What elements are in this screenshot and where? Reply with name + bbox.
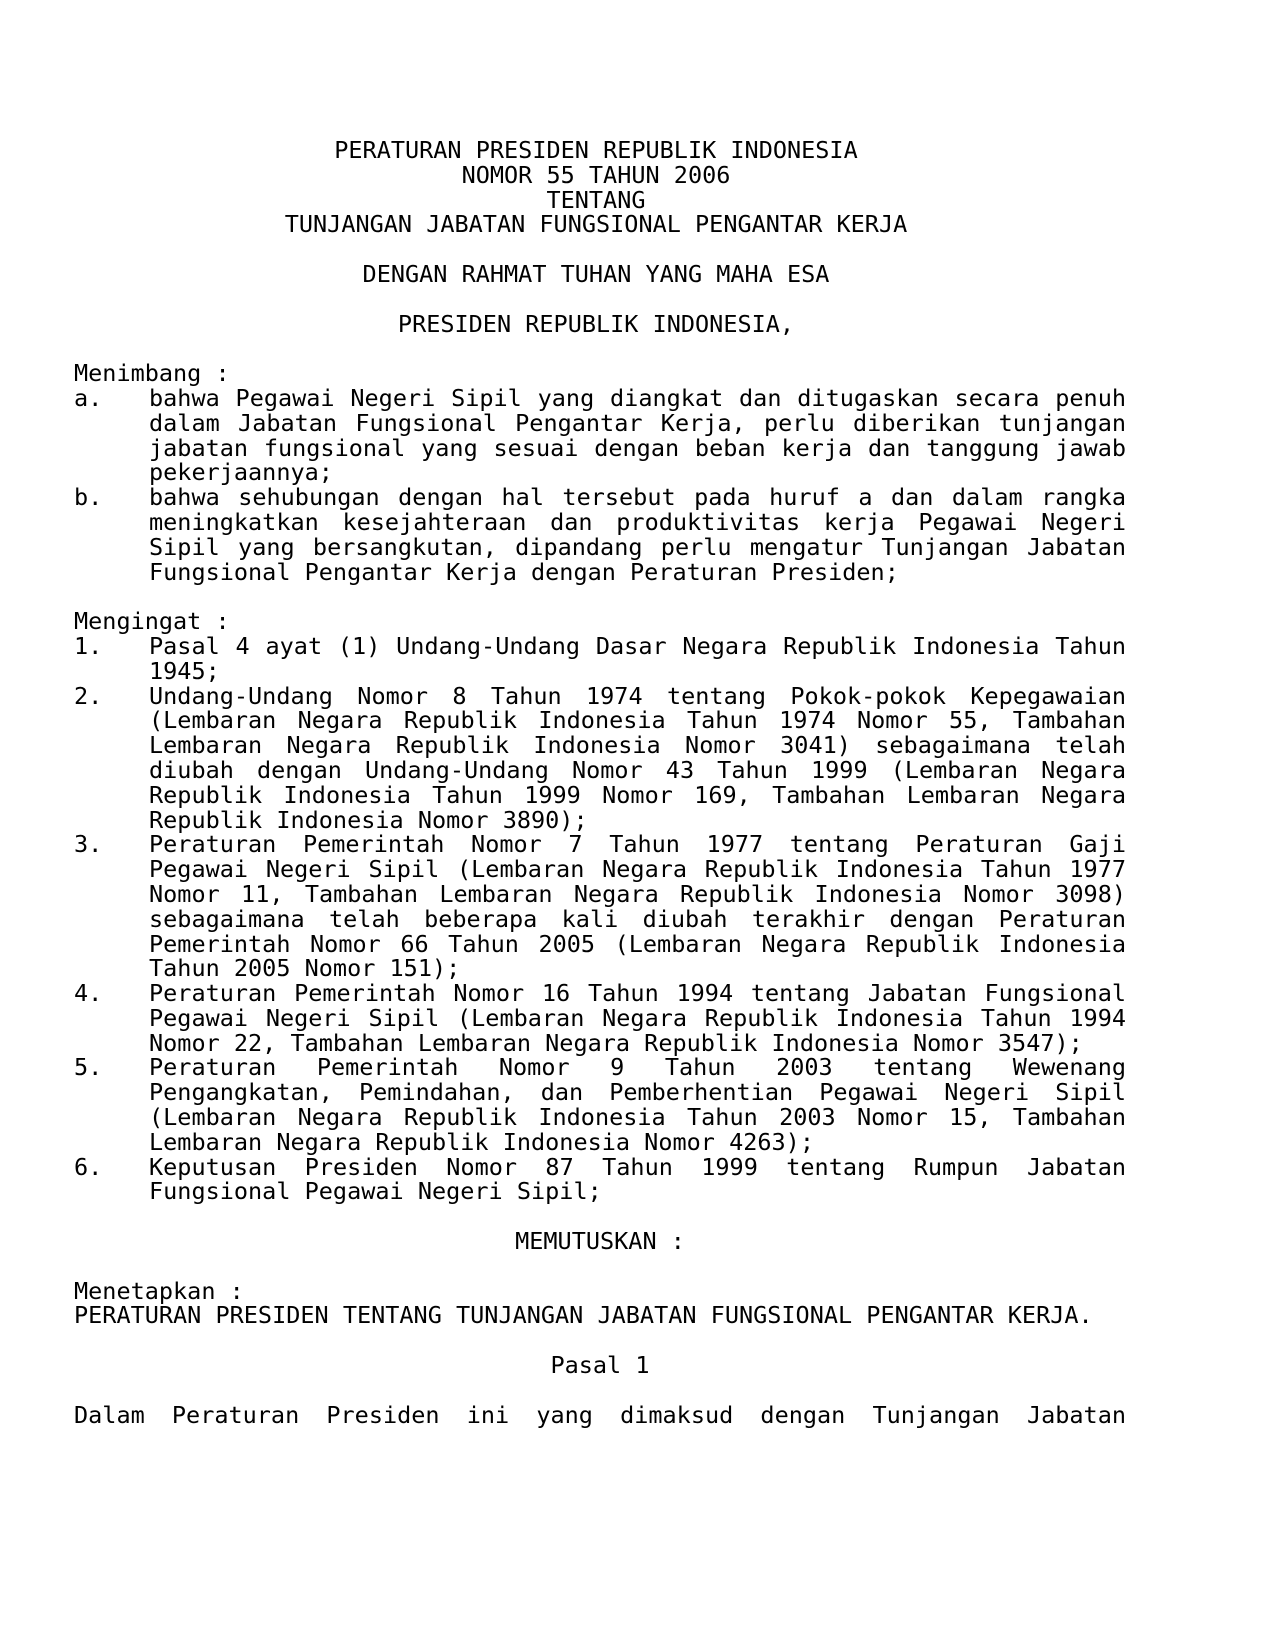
regulation-number: NOMOR 55 TAHUN 2006 — [461, 160, 731, 189]
item-marker: b. — [74, 483, 103, 512]
document-page — [74, 138, 1126, 1427]
regulation-subject: TUNJANGAN JABATAN FUNGSIONAL PENGANTAR KERJA — [284, 210, 908, 239]
memutuskan-heading: MEMUTUSKAN : — [515, 1227, 685, 1256]
menimbang-item — [74, 383, 1126, 487]
item-marker: a. — [74, 383, 103, 412]
spacer — [74, 1378, 1126, 1403]
pasal-1-heading: Pasal 1 — [550, 1351, 650, 1380]
preamble-president: PRESIDEN REPUBLIK INDONESIA, — [397, 309, 795, 338]
item-marker: 1. — [74, 631, 103, 660]
spacer — [66, 237, 1126, 262]
item-marker: 3. — [74, 830, 103, 859]
spacer — [74, 1328, 1126, 1353]
item-text: bahwa sehubungan dengan hal tersebut pada huruf a dan dalam rangka meningkatkan kesejahteraan dan produktivitas kerja Pegawai Negeri Sipil yang bersangkutan, dipandang perlu mengatur Tunjangan Jabatan Fungsional Pengantar Kerja dengan Peraturan Presiden; — [149, 483, 1126, 586]
regulation-title: PERATURAN PRESIDEN REPUBLIK INDONESIA — [334, 136, 858, 164]
mengingat-item — [74, 832, 1126, 981]
spacer — [74, 1254, 1126, 1279]
item-text: bahwa Pegawai Negeri Sipil yang diangkat dan ditugaskan secara penuh dalam Jabatan Fungsional Pengantar Kerja, perlu diberikan tunjangan jabatan fungsional yang sesuai dengan beban kerja dan tanggung jawab pekerjaannya; — [149, 383, 1126, 487]
item-text: Peraturan Pemerintah Nomor 16 Tahun 1994 tentang Jabatan Fungsional Pegawai Negeri Sipil (Lembaran Negara Republik Indonesia Tahun 1994 Nomor 22, Tambahan Lembaran Negara Republik Indonesia Nomor 3547); — [149, 979, 1126, 1057]
spacer — [66, 287, 1126, 312]
menetapkan-label: Menetapkan : — [74, 1276, 244, 1305]
document-header — [66, 138, 1126, 336]
menimbang-section — [74, 361, 1126, 584]
item-text: Pasal 4 ayat (1) Undang-Undang Dasar Negara Republik Indonesia Tahun 1945; — [149, 631, 1126, 685]
mengingat-label: Mengingat : — [74, 607, 230, 636]
mengingat-item — [74, 681, 1126, 834]
mengingat-item — [74, 1152, 1126, 1206]
menimbang-label: Menimbang : — [74, 359, 230, 388]
menetapkan-text: PERATURAN PRESIDEN TENTANG TUNJANGAN JABATAN FUNGSIONAL PENGANTAR KERJA. — [74, 1301, 1093, 1330]
menetapkan-section — [74, 1276, 1126, 1330]
mengingat-item — [74, 981, 1126, 1055]
preamble-rahmat: DENGAN RAHMAT TUHAN YANG MAHA ESA — [362, 259, 830, 288]
item-marker: 5. — [74, 1053, 103, 1082]
item-marker: 4. — [74, 979, 103, 1008]
item-text: Keputusan Presiden Nomor 87 Tahun 1999 tentang Rumpun Jabatan Fungsional Pegawai Negeri Sipil; — [149, 1152, 1126, 1206]
mengingat-section — [74, 609, 1126, 1204]
spacer — [74, 584, 1126, 609]
spacer — [74, 336, 1126, 361]
menimbang-item — [74, 485, 1126, 584]
item-marker: 2. — [74, 681, 103, 710]
item-text: Peraturan Pemerintah Nomor 9 Tahun 2003 tentang Wewenang Pengangkatan, Pemindahan, dan Pemberhentian Pegawai Negeri Sipil (Lembaran Negara Republik Indonesia Tahun 2003 Nomor 15, Tambahan Lembaran Negara Republik Indonesia Nomor 4263); — [149, 1053, 1126, 1156]
pasal-1-text: Dalam Peraturan Presiden ini yang dimaksud dengan Tunjangan Jabatan — [74, 1400, 1126, 1429]
mengingat-item — [74, 631, 1126, 685]
mengingat-item — [74, 1055, 1126, 1154]
item-marker: 6. — [74, 1152, 103, 1181]
regulation-tentang: TENTANG — [546, 185, 646, 214]
item-text: Undang-Undang Nomor 8 Tahun 1974 tentang Pokok-pokok Kepegawaian (Lembaran Negara Republik Indonesia Tahun 1974 Nomor 55, Tambahan Lembaran Negara Republik Indonesia Nomor 3041) sebagaimana telah diubah dengan Undang-Undang Nomor 43 Tahun 1999 (Lembaran Negara Republik Indonesia Tahun 1999 Nomor 169, Tambahan Lembaran Negara Republik Indonesia Nomor 3890); — [149, 681, 1126, 834]
item-text: Peraturan Pemerintah Nomor 7 Tahun 1977 tentang Peraturan Gaji Pegawai Negeri Sipil (Lembaran Negara Republik Indonesia Tahun 1977 Nomor 11, Tambahan Lembaran Negara Republik Indonesia Nomor 3098) sebagaimana telah beberapa kali diubah terakhir dengan Peraturan Pemerintah Nomor 66 Tahun 2005 (Lembaran Negara Republik Indonesia Tahun 2005 Nomor 151); — [149, 830, 1126, 983]
spacer — [74, 1204, 1126, 1229]
